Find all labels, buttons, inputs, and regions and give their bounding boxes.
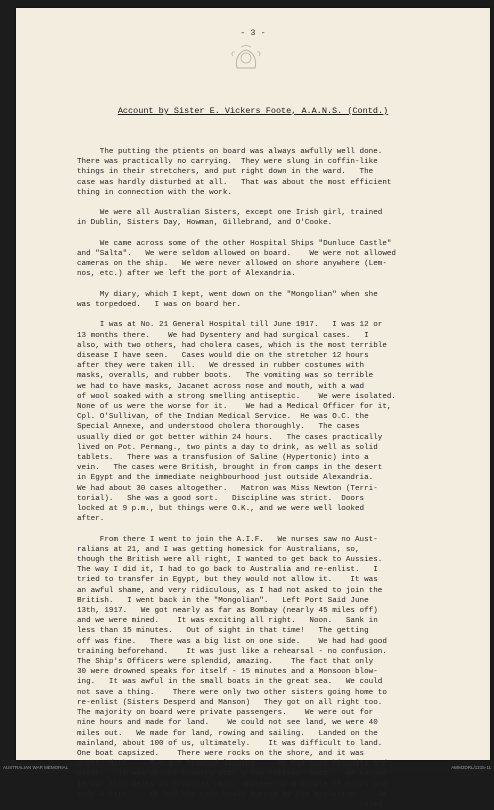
- text-line: The Ship's Officers were splendid, amazing. The fact that only: [77, 658, 374, 667]
- text-line: was torpedoed. I was on board her.: [77, 301, 242, 309]
- text-line: Special Annexe, and understood cholera thoroughly. The cases: [77, 423, 360, 432]
- text-line: mainland, about 100 of us, ultimately. It was difficult to land.: [77, 739, 383, 748]
- document-heading: Account by Sister E. Vickers Foote, A.A.N.S. (Contd.): [117, 106, 389, 116]
- paragraph: [77, 290, 482, 310]
- text-line: and we were mined. It was exciting all right. Noon. Sank in: [77, 617, 378, 626]
- text-line: things in their stretchers, and put right down in the ward. The: [77, 168, 374, 177]
- text-line: pretty dark. Two got drowned landing. We had some biscuits and: [77, 760, 387, 769]
- text-line: in Egypt and the immediate neighbourhood just outside Alexandria.: [77, 474, 374, 483]
- text-line: tablets. There was a transfusion of Saline (Hypertonic) into a: [77, 454, 369, 463]
- paragraph: [77, 208, 482, 228]
- text-line: masks, overalls, and rubber boots. The vomiting was so terrible: [77, 372, 374, 381]
- text-line: after they were taken ill. We dressed in rubber costumes with: [77, 362, 365, 371]
- text-line: training beforehand. It was just like a rehearsal - no confusion.: [77, 647, 387, 656]
- text-line: vein. The cases were British, brought in from camps in the desert: [77, 464, 383, 473]
- text-line: water. It was desert country with a few natives' huts. We camped: [77, 770, 387, 779]
- text-line: in our life belts in tropical rain, smashed up a couple of boats and: [77, 780, 387, 789]
- text-line: and "Salta". We were seldom allowed on board. We were not allowed: [77, 250, 396, 258]
- text-line: ralians at 21, and I was getting homesick for Australians, so,: [77, 545, 360, 554]
- text-line: we had to have masks, Jacanet across nose and mouth, with a wad: [77, 382, 365, 391]
- text-line: From there I went to join the A.I.F. We nurses saw no Aust-: [77, 535, 378, 544]
- text-line: There was practically no carrying. They were slung in coffin-like: [77, 158, 378, 167]
- text-line: in Dublin, Sisters Day, Howman, Gillebrand, and O'Cooke.: [77, 219, 333, 228]
- text-line: lived on Pot. Permang., two pints a day to drink, as well as solid: [77, 443, 378, 452]
- text-line: We came across some of the other Hospital Ships "Dunluce Castle": [77, 239, 392, 248]
- text-line: torial). She was a good sort. Discipline was strict. Doors: [77, 494, 365, 503]
- text-line: after.: [77, 515, 105, 524]
- text-line: cameras on the ship. We were never allowed on shore anywhere (Lem-: [77, 260, 387, 269]
- text-line: case was hardly disturbed at all. That was about the most efficient: [77, 178, 392, 187]
- text-line: nine hours and made for land. We could not see land, we were 40: [77, 719, 378, 728]
- text-line: nos, etc.) after we left the port of Alexandria.: [77, 270, 296, 279]
- text-line: The putting the ptients on board was always awfully well done.: [77, 148, 383, 156]
- footer-source: AUSTRALIAN WAR MEMORIAL: [3, 765, 69, 770]
- paragraph: [77, 320, 482, 524]
- footer: [0, 763, 494, 773]
- emblem-stamp: [229, 44, 263, 72]
- document-body: [77, 147, 482, 810]
- text-line: One boat capsized. There were rocks on the shore, and it was: [77, 749, 365, 758]
- text-line: off was fine. There was a big list on one side. We had had good: [77, 637, 387, 646]
- text-line: not save a thing. There were only two other sisters going home to: [77, 688, 387, 697]
- text-line: of wool soaked with a strong smelling antiseptic. We were isolated.: [77, 392, 396, 401]
- text-line: We were all Australian Sisters, except one Irish girl, trained: [77, 209, 383, 218]
- text-line: died.: [77, 800, 387, 809]
- text-line: Cpl. O'Sullivan, of the Indian Medical Service. He was O.C. the: [77, 413, 369, 422]
- text-line: re-enlist (Sisters Desperd and Manson) They got on all right too.: [77, 698, 383, 707]
- text-line: British. I went back in the "Mongolian". Left Port Said June: [77, 596, 369, 605]
- text-line: 13th, 1917. We got nearly as far as Bombay (nearly 45 miles off): [77, 607, 378, 616]
- text-line: ing. It was awful in the small boats in the great sea. We could: [77, 678, 383, 687]
- text-line: though the British were all right, I wanted to get back to Aussies.: [77, 556, 383, 565]
- text-line: We had about 30 cases altogether. Matron was Miss Newton (Terri-: [77, 484, 378, 493]
- text-line: also, with two others, had cholera cases, which is the most terrible: [77, 341, 387, 350]
- footer-reference: AWM2DRL/1215-11: [451, 765, 491, 770]
- text-line: usually died or got better within 24 hours. The cases practically: [77, 433, 383, 442]
- text-line: 13 months there. We had Dysentery and had surgical cases. I: [77, 331, 369, 340]
- text-line: The majority on board were private passengers. We were out for: [77, 709, 374, 718]
- text-line: My diary, which I kept, went down on the "Mongolian" when she: [77, 290, 378, 299]
- paragraph: [77, 239, 482, 280]
- text-line: I was at No. 21 General Hospital till June 1917. I was 12 or: [77, 321, 383, 330]
- page-number: - 3 -: [240, 28, 266, 38]
- text-line: made a fire. We had one case badly burned by the explosion. He: [77, 790, 387, 799]
- text-line: tried to transfer in Egypt, but they would not allow it. It was: [77, 576, 378, 585]
- text-line: locked at 9 p.m., but things were O.K., and we were well looked: [77, 505, 365, 514]
- text-line: an awful shame, and very ridiculous, as I had not asked to join the: [77, 586, 383, 595]
- text-line: The way I did it, I had to go back to Australia and re-enlist. I: [77, 566, 378, 575]
- text-line: disease I have seen. Cases would die on the stretcher 12 hours: [77, 352, 369, 360]
- text-line: miles out. We made for land, rowing and sailing. Landed on the: [77, 729, 378, 738]
- text-line: 30 were drowned speaks for itself - 15 minutes and a Monsoon blow-: [77, 668, 378, 677]
- text-line: None of us were the worse for it. We had a Medical Officer for it,: [77, 403, 392, 412]
- text-line: thing in connection with the work.: [77, 188, 232, 197]
- text-line: less than 15 minutes. Out of sight in that time! The getting: [77, 627, 369, 636]
- paragraph: [77, 147, 482, 198]
